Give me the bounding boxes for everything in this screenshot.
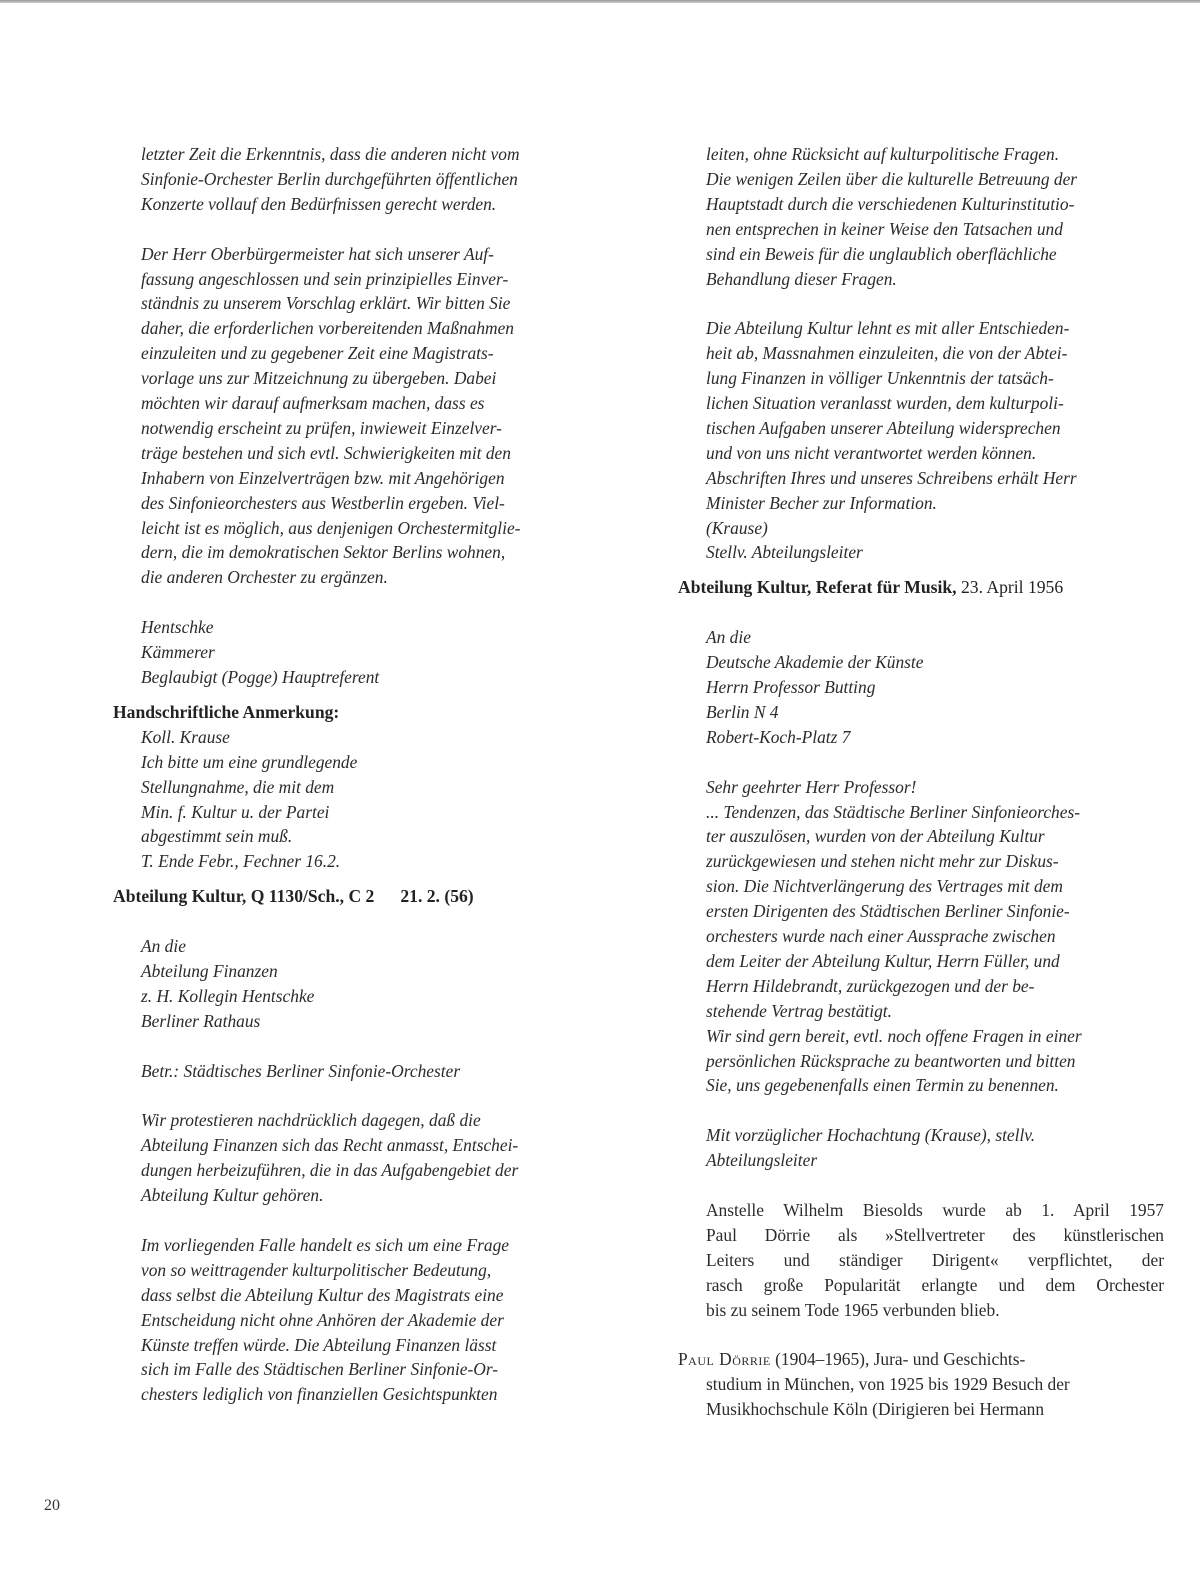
letter-heading-label: Abteilung Kultur, Referat für Musik, [678,577,957,598]
text-line: An die [141,936,186,957]
text-line: Koll. Krause [141,726,230,747]
letter-heading-date: 23. April 1956 [961,577,1064,598]
text-line: letzter Zeit die Erkenntnis, dass die anderen nicht vom [141,144,520,164]
text-line: stehende Vertrag bestätigt. [706,1000,892,1021]
text-line: bis zu seinem Tode 1965 verbunden blieb. [706,1299,1000,1320]
text-line: notwendig erscheint zu prüfen, inwieweit Einzelver- [141,417,502,438]
text-line: Abschriften Ihres und unseres Schreibens erhält Herr [706,467,1077,488]
text-line: Ich bitte um eine grundlegende [141,751,358,772]
right-column [678,142,1164,1422]
text-line: sion. Die Nichtverlängerung des Vertrages mit dem [706,876,1063,897]
text-line: Betr.: Städtisches Berliner Sinfonie-Orchester [141,1060,461,1081]
page-number: 20 [44,1497,60,1514]
left-column [113,142,593,1407]
text-line: Deutsche Akademie der Künste [706,652,924,673]
text-line: Berliner Rathaus [141,1010,261,1031]
text-line: ... Tendenzen, das Städtische Berliner Sinfonieorches- [706,801,1081,822]
paragraph [141,1233,593,1407]
text-line: lichen Situation veranlasst wurden, dem kulturpoli- [706,393,1064,414]
text-line: Im vorliegenden Falle handelt es sich um eine Frage [141,1234,509,1255]
text-line: Mit vorzüglicher Hochachtung (Krause), stellv. [706,1125,1036,1146]
text-line: Robert-Koch-Platz 7 [706,726,851,747]
text-line: die anderen Orchester zu ergänzen. [141,567,388,588]
text-line: leiten, ohne Rücksicht auf kulturpolitische Fragen. [706,144,1060,164]
text-line: des Sinfonieorchesters aus Westberlin ergeben. Viel- [141,492,505,513]
text-line: heit ab, Massnahmen einzuleiten, die von der Abtei- [706,343,1068,364]
text-line: dass selbst die Abteilung Kultur des Magistrats eine [141,1284,504,1305]
text-line: möchten wir darauf aufmerksam machen, dass es [141,393,485,414]
letter-heading-label: Abteilung Kultur, Q 1130/Sch., C 2 [113,886,375,907]
paragraph [706,316,1164,565]
text-line: träge bestehen und sich evtl. Schwierigkeiten mit den [141,442,511,463]
text-line: Leiters und ständiger Dirigent« verpflichtet, der [706,1249,1164,1270]
text-line: Min. f. Kultur u. der Partei [141,801,330,822]
text-line: Minister Becher zur Information. [706,492,937,513]
text-line: An die [706,627,751,648]
text-line: Der Herr Oberbürgermeister hat sich unserer Auf- [141,243,494,264]
body-paragraph [706,1198,1164,1323]
closing [706,1123,1164,1173]
text-line: Entscheidung nicht ohne Anhören der Akademie der [141,1309,504,1330]
text-line: rasch große Popularität erlangte und dem Orchester [706,1274,1164,1295]
text-line: Wir sind gern bereit, evtl. noch offene Fragen in einer [706,1025,1082,1046]
text-line: Wir protestieren nachdrücklich dagegen, daß die [141,1110,481,1131]
text-line: Kämmerer [141,642,215,663]
signature-block [141,615,593,690]
handwritten-note [141,725,593,874]
paragraph [706,775,1164,1099]
text-line: Die wenigen Zeilen über die kulturelle Betreuung der [706,168,1078,189]
text-line: vorlage uns zur Mitzeichnung zu übergeben. Dabei [141,368,497,389]
text-line: chesters lediglich von finanziellen Gesichtspunkten [141,1384,498,1405]
text-line: (1904–1965), Jura- und Geschichts- [775,1349,1026,1370]
text-line: dern, die im demokratischen Sektor Berlins wohnen, [141,542,506,563]
text-line: ter auszulösen, wurden von der Abteilung Kultur [706,826,1045,847]
text-line: z. H. Kollegin Hentschke [141,985,315,1006]
letter-heading [678,575,1164,600]
text-line: und von uns nicht verantwortet werden können. [706,442,1037,463]
text-line: Anstelle Wilhelm Biesolds wurde ab 1. April 1957 [706,1199,1164,1220]
text-line: Die Abteilung Kultur lehnt es mit aller Entschieden- [706,318,1070,339]
text-line: dungen herbeizuführen, die in das Aufgabengebiet der [141,1160,519,1181]
text-line: Paul Dörrie als »Stellvertreter des künstlerischen [706,1224,1164,1245]
text-line: Musikhochschule Köln (Dirigieren bei Hermann [706,1399,1045,1420]
text-line: T. Ende Febr., Fechner 16.2. [141,851,341,872]
text-line: ersten Dirigenten des Städtischen Berliner Sinfonie- [706,901,1070,922]
address-block [706,625,1164,750]
text-line: Stellv. Abteilungsleiter [706,542,863,563]
text-line: Hauptstadt durch die verschiedenen Kulturinstitutio- [706,193,1075,214]
text-line: sich im Falle des Städtischen Berliner Sinfonie-Or- [141,1359,499,1380]
text-line: Hentschke [141,617,214,638]
text-line: Sehr geehrter Herr Professor! [706,776,917,797]
text-line: (Krause) [706,517,768,538]
text-line: daher, die erforderlichen vorbereitenden Maßnahmen [141,318,514,339]
text-line: Behandlung dieser Fragen. [706,268,897,289]
text-line: Sinfonie-Orchester Berlin durchgeführten öffentlichen [141,168,518,189]
text-line: Konzerte vollauf den Bedürfnissen gerecht werden. [141,193,497,214]
biography-entry [678,1347,1164,1422]
paragraph [141,242,593,591]
text-line: tischen Aufgaben unserer Abteilung widersprechen [706,417,1061,438]
text-line: studium in München, von 1925 bis 1929 Besuch der [706,1374,1070,1395]
text-line: Stellungnahme, die mit dem [141,776,335,797]
text-line: einzuleiten und zu gegebener Zeit eine Magistrats- [141,343,494,364]
text-line: Herrn Hildebrandt, zurückgezogen und der be- [706,975,1035,996]
text-line: leicht ist es möglich, aus denjenigen Orchestermitglie- [141,517,521,538]
page-top-edge [0,0,1200,3]
text-line: fassung angeschlossen und sein prinzipielles Einver- [141,268,509,289]
text-line: zurückgewiesen und stehen nicht mehr zur Diskus- [706,851,1059,872]
text-line: sind ein Beweis für die unglaublich oberflächliche [706,243,1057,264]
text-line: Berlin N 4 [706,701,779,722]
address-block [141,934,593,1034]
text-line: Abteilung Kultur gehören. [141,1185,324,1206]
text-line: Abteilung Finanzen [141,960,278,981]
paragraph [141,142,593,217]
text-line: Sie, uns gegebenenfalls einen Termin zu benennen. [706,1075,1059,1096]
text-line: Abteilung Finanzen sich das Recht anmasst, Entschei- [141,1135,519,1156]
text-line: von so weittragender kulturpolitischer Bedeutung, [141,1259,492,1280]
subject-line [141,1059,593,1084]
note-heading: Handschriftliche Anmerkung: [113,701,340,722]
text-line: abgestimmt sein muß. [141,826,293,847]
text-line: Künste treffen würde. Die Abteilung Finanzen lässt [141,1334,497,1355]
text-line: Beglaubigt (Pogge) Hauptreferent [141,667,380,687]
bio-name: Paul Dörrie [678,1349,771,1370]
letter-heading [113,884,593,909]
text-line: lung Finanzen in völliger Unkenntnis der tatsäch- [706,368,1054,389]
text-line: nen entsprechen in keiner Weise den Tatsachen und [706,218,1063,239]
letter-heading-date: 21. 2. (56) [400,886,474,907]
text-line: Herrn Professor Butting [706,677,876,697]
paragraph [141,1108,593,1208]
paragraph [706,142,1164,291]
text-line: persönlichen Rücksprache zu beantworten und bitten [706,1050,1076,1071]
text-line: orchesters wurde nach einer Aussprache zwischen [706,926,1056,947]
text-line: Inhabern von Einzelverträgen bzw. mit Angehörigen [141,467,505,488]
text-line: dem Leiter der Abteilung Kultur, Herrn Füller, und [706,950,1060,971]
text-line: Abteilungsleiter [706,1150,818,1171]
text-line: ständnis zu unserem Vorschlag erklärt. Wir bitten Sie [141,293,511,314]
